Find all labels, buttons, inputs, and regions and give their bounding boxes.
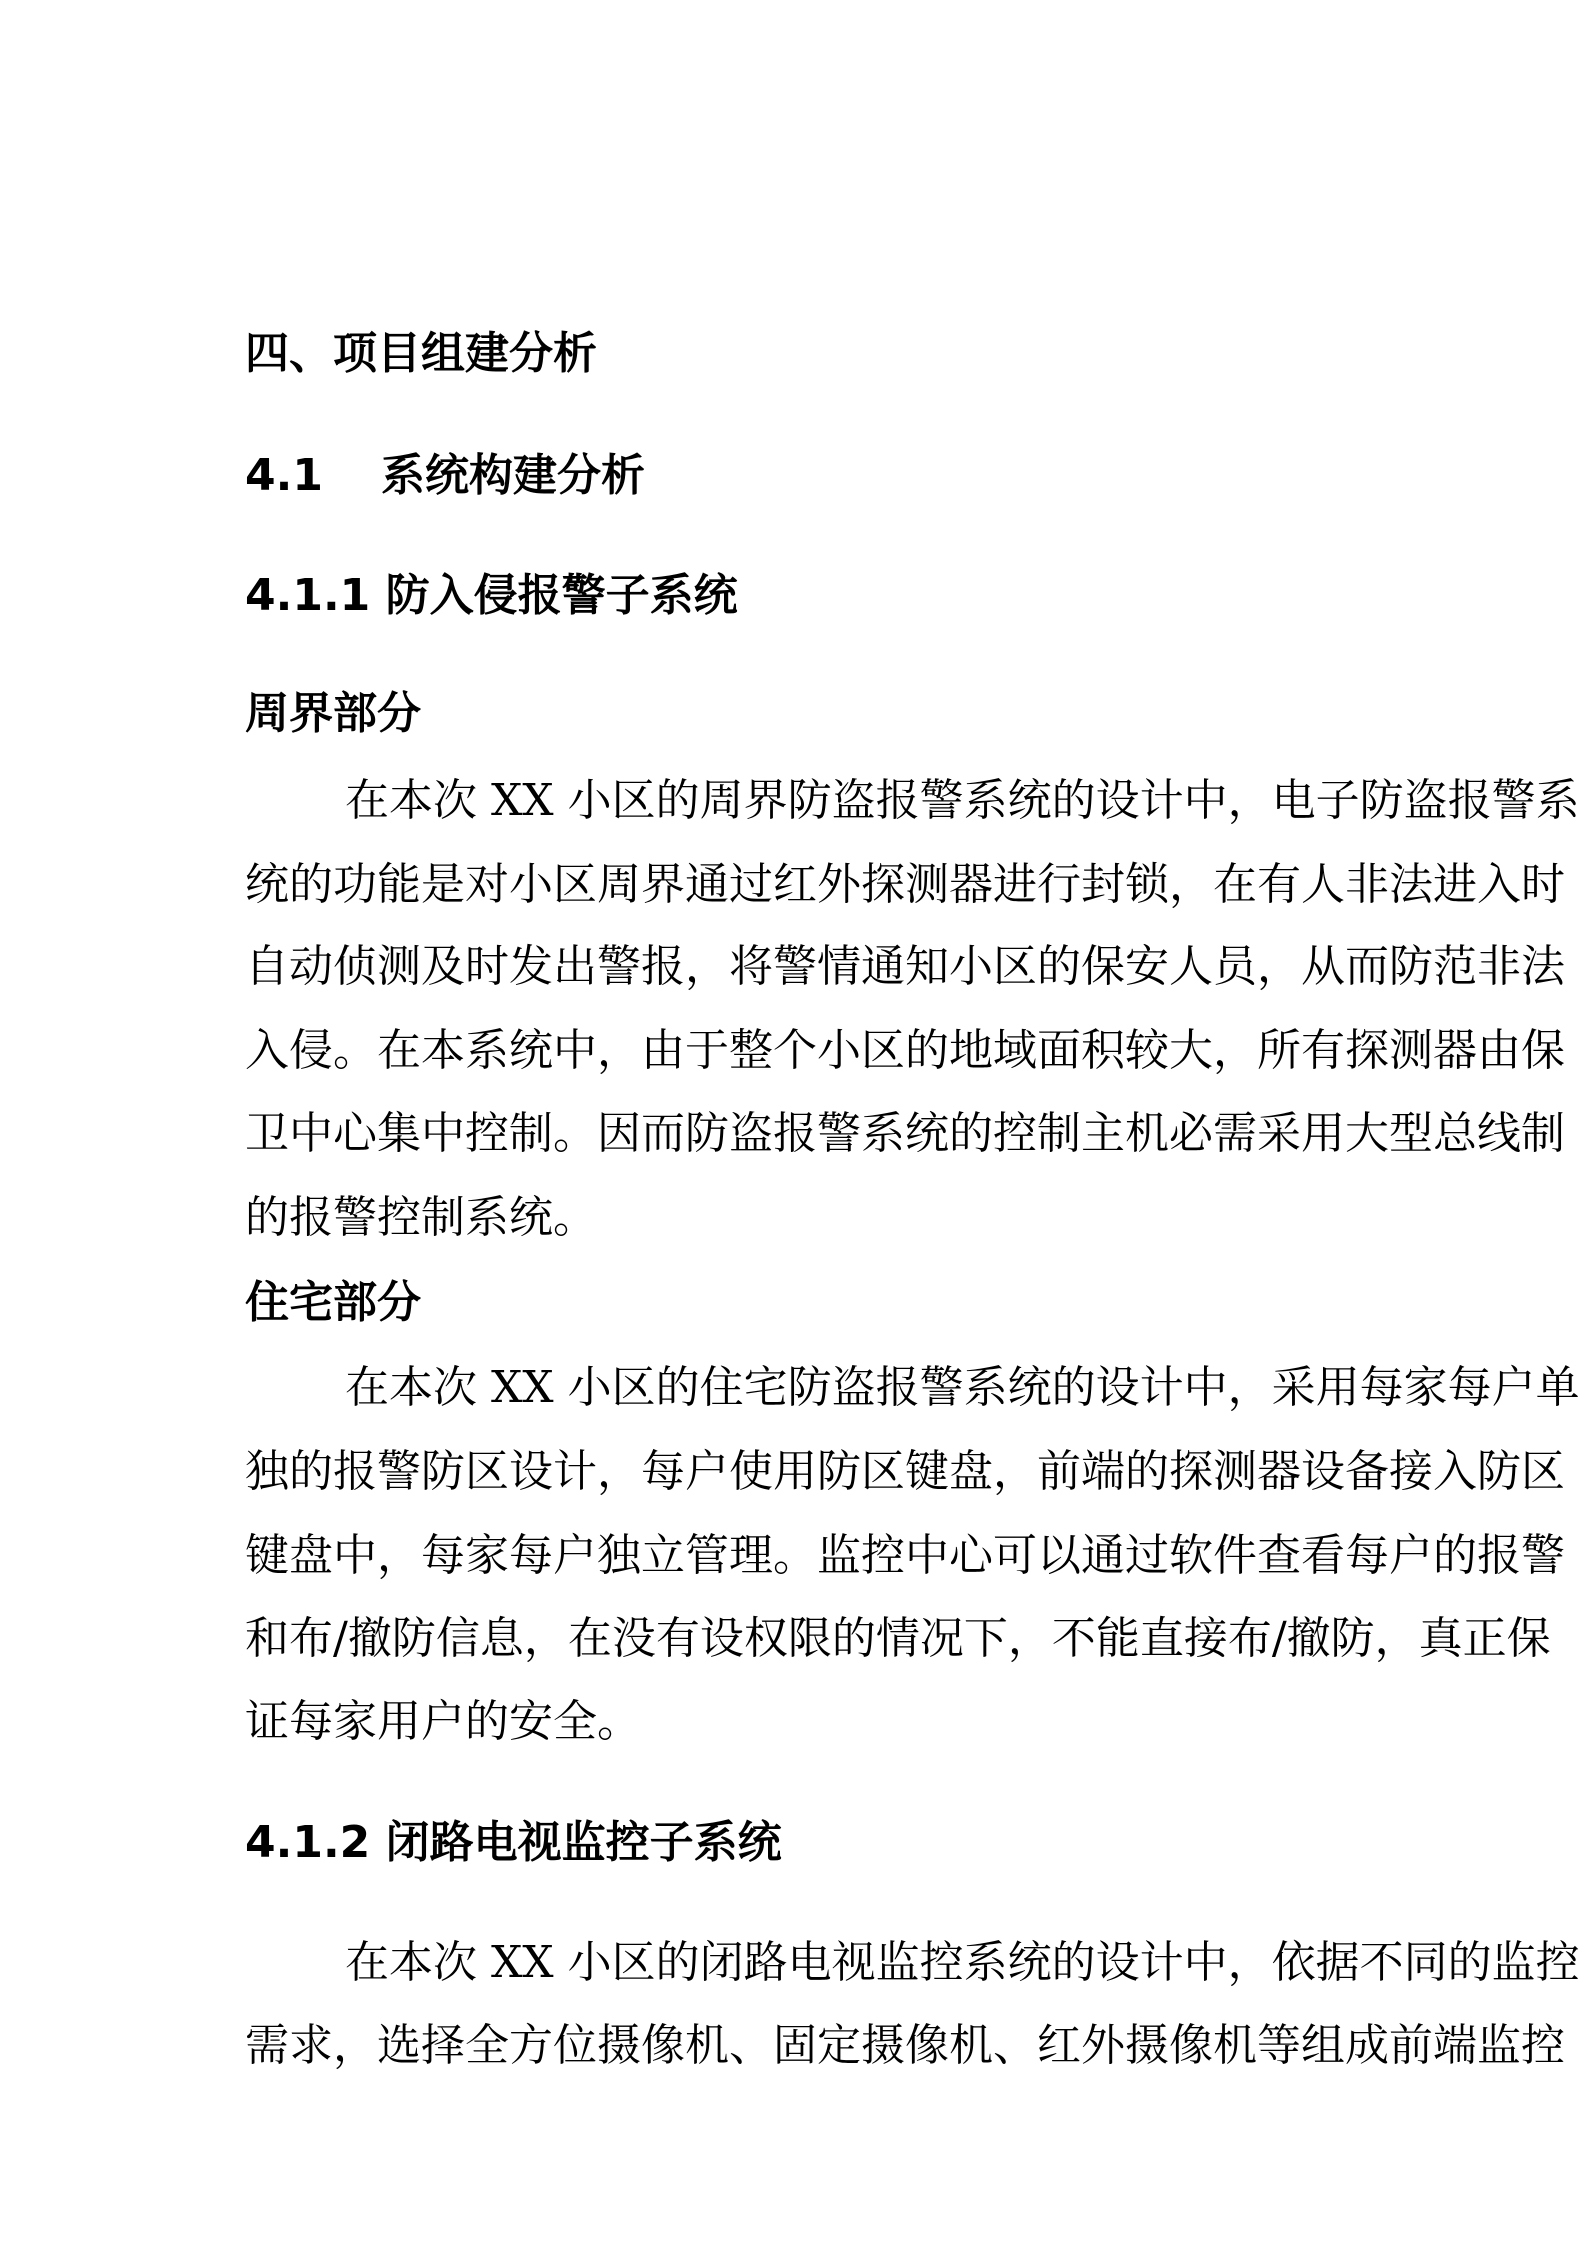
paragraph-line: 键盘中，每家每户独立管理。监控中心可以通过软件查看每户的报警	[245, 1530, 1565, 1581]
chapter-heading: 四、项目组建分析	[245, 328, 597, 379]
paragraph-line: 在本次 XX 小区的周界防盗报警系统的设计中，电子防盗报警系	[345, 775, 1580, 826]
subsection-heading-4-1-1: 4.1.1 防入侵报警子系统	[245, 570, 738, 621]
paragraph-line: 卫中心集中控制。因而防盗报警系统的控制主机必需采用大型总线制	[245, 1108, 1565, 1159]
paragraph-line: 入侵。在本系统中，由于整个小区的地域面积较大，所有探测器由保	[245, 1025, 1565, 1076]
residential-title: 住宅部分	[245, 1277, 421, 1328]
paragraph-line: 在本次 XX 小区的闭路电视监控系统的设计中，依据不同的监控	[345, 1937, 1580, 1988]
section-heading-4-1	[245, 448, 1357, 504]
paragraph-line: 证每家用户的安全。	[245, 1696, 641, 1747]
paragraph-line: 独的报警防区设计，每户使用防区键盘，前端的探测器设备接入防区	[245, 1446, 1565, 1497]
section-title: 系统构建分析	[380, 450, 645, 501]
paragraph-line: 需求，选择全方位摄像机、固定摄像机、红外摄像机等组成前端监控	[245, 2020, 1565, 2071]
paragraph-line: 统的功能是对小区周界通过红外探测器进行封锁，在有人非法进入时	[245, 859, 1565, 910]
perimeter-title: 周界部分	[245, 688, 421, 739]
paragraph-line: 自动侦测及时发出警报，将警情通知小区的保安人员，从而防范非法	[245, 941, 1565, 992]
section-number: 4.1	[245, 450, 323, 501]
subsection-heading-4-1-2: 4.1.2 闭路电视监控子系统	[245, 1817, 782, 1868]
paragraph-line: 在本次 XX 小区的住宅防盗报警系统的设计中，采用每家每户单	[345, 1362, 1580, 1413]
paragraph-line: 和布/撤防信息，在没有设权限的情况下，不能直接布/撤防，真正保	[245, 1613, 1551, 1664]
paragraph-line: 的报警控制系统。	[245, 1192, 597, 1243]
